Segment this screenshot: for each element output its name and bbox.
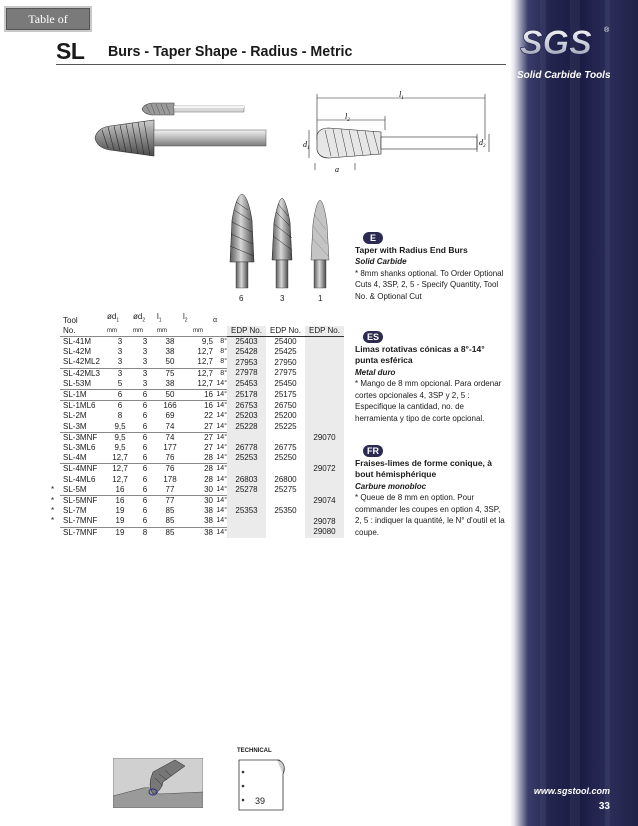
cell-tool [60,422,107,433]
cell-l2: 16 [183,390,213,401]
col-edp-2: EDP No. [266,326,305,337]
technical-label: TECHNICAL [237,748,272,754]
cell-e1: 25178 [227,390,266,401]
cell-a: 8° [220,348,227,356]
cell-a: 14° [216,412,227,420]
col-tool: Tool [63,315,78,325]
tool-number: SL-42ML2 [63,357,100,367]
cell-tool [60,453,107,464]
tool-number: SL-3MNF [63,432,98,442]
cell-d1: 12,7 [112,453,128,463]
table-row [60,422,344,433]
cell-tool [60,464,107,475]
col-d1: $ød_1$ [107,312,120,324]
cell-e3 [305,411,344,421]
cell-tool [60,411,107,421]
col-edp-1: EDP No. [227,326,266,337]
cell-e3 [305,453,344,464]
cell-l2: 12,7 [197,347,213,357]
cell-a: 8° [213,337,227,348]
cell-e3 [305,368,344,379]
tool-number: SL-7MNF [63,516,98,526]
table-row [60,411,344,421]
brand-band [510,0,638,826]
cell-tool [51,496,107,507]
table-row [60,357,344,368]
tool-number: SL-3ML6 [63,443,96,453]
cell-e3: 29070 [305,432,344,443]
cell-l1: 50 [157,390,183,401]
cell-d1: 6 [107,401,133,412]
cell-e3 [305,401,344,412]
cell-e1 [227,464,266,475]
cell-d2: 6 [133,401,157,412]
cell-e3: 29078 [305,516,344,527]
cell-e1: 25253 [227,453,266,464]
cell-d2: 3 [142,347,148,357]
cell-a: 14° [213,390,227,401]
tool-number: SL-4M [63,453,87,463]
cell-d2: 3 [133,337,157,348]
cell-d2: 3 [142,378,148,388]
cell-tool [60,357,107,368]
tool-number: SL-7M [63,506,87,516]
col-d2: $ød_2$ [133,312,146,324]
cell-tool [60,337,107,348]
en-note: * 8mm shanks optional. To Order Optional Cuts 4, 3SP, 2, 5 - Specify Quantity, Tool No. & Optional Cut [355,268,504,301]
cell-e2: 25400 [274,337,297,346]
cell-e2: 25200 [274,411,297,421]
cell-l2: 28 [183,464,213,475]
lang-block-en [355,232,505,302]
cell-a: 14° [213,464,227,475]
dimension-diagram [295,90,505,180]
es-heading: Limas rotativas cónicas a 8°-14° punta esférica [355,343,485,365]
cell-l1: 76 [157,464,183,475]
unit-l1: mm [157,327,167,334]
col-no: No. [63,325,76,335]
fr-material: Carbure monobloc [355,481,427,491]
cell-tool [51,484,107,496]
cell-d2: 6 [133,390,157,401]
series-code: SL [56,38,85,64]
cell-tool [60,443,107,453]
cell-l1: 69 [165,411,175,421]
cell-e3 [305,390,344,401]
unit-d1: mm [107,327,117,334]
cell-tool [60,379,107,390]
cell-e2: 25275 [274,485,297,495]
table-row [60,464,344,475]
tool-number: SL-42M [63,347,92,357]
cell-d2: 3 [133,368,157,379]
cell-l2: 12,7 [183,368,213,379]
cell-d1: 3 [107,368,133,379]
cell-a: 14° [216,422,227,430]
cell-a: 14° [216,444,227,452]
tool-number: SL-4MNF [63,464,98,474]
cell-e3 [305,443,344,453]
cell-l1: 74 [157,432,183,443]
cell-a: 14° [213,496,227,507]
brand-tagline: Solid Carbide Tools [517,70,611,81]
table-row [60,401,344,412]
cell-e2 [266,527,305,538]
cell-d2: 3 [142,357,148,367]
table-row [60,347,344,357]
cell-l1: 77 [157,496,183,507]
cell-tool [51,516,107,527]
cell-l1: 38 [165,378,175,388]
cell-e3: 29072 [305,464,344,475]
table-row [60,506,344,516]
bur-3 [272,198,292,288]
page-title: Burs - Taper Shape - Radius - Metric [108,43,353,60]
cell-l2: 38 [183,527,213,538]
cell-l2: 22 [204,411,213,421]
cell-e3 [305,337,344,348]
technical-page-number: 39 [255,796,266,806]
cell-a: 14° [216,507,227,515]
bur-1 [311,200,329,288]
cell-d1: 5 [117,378,123,388]
cell-e3 [305,422,344,433]
cell-a: 14° [213,401,227,412]
cell-d2: 6 [142,506,148,516]
cell-tool [60,432,107,443]
cell-l2: 12,7 [197,378,213,388]
cell-l2: 9,5 [183,337,213,348]
cell-d1: 9,5 [114,443,126,453]
registered-mark: ® [604,27,610,34]
cell-l1: 74 [165,421,175,431]
spec-table-body [51,337,344,538]
cell-l2: 38 [204,506,213,516]
cell-d1: 16 [107,496,133,507]
cell-l2: 30 [183,496,213,507]
cell-tool [60,401,107,412]
page-number: 33 [598,801,610,812]
cell-e2: 26800 [274,474,297,484]
cell-e2: 25250 [274,453,297,463]
cell-e3 [305,347,344,357]
cell-e1 [227,516,266,527]
cell-d1: 16 [115,484,125,494]
d2-label: $d_2$ [479,138,486,149]
cell-e1: 26778 [227,443,266,453]
cell-l1: 178 [163,474,177,484]
table-header-row-1 [60,312,344,326]
cell-e2: 27975 [274,368,297,378]
cell-l1: 38 [157,337,183,348]
cell-d1: 12,7 [107,464,133,475]
cell-tool [60,347,107,357]
sgs-logo [516,20,616,64]
table-row [60,496,344,507]
cell-d1: 6 [107,390,133,401]
table-row [60,390,344,401]
photo-label-6: 6 [239,294,244,303]
col-l2: $l_2$ [183,312,188,324]
cell-a: 14° [216,475,227,483]
cell-a: 14° [216,485,227,493]
lang-badge-fr: FR [363,445,383,457]
lang-badge-es: ES [363,331,383,343]
cell-d1: 9,5 [107,432,133,443]
cell-e3: 29074 [305,496,344,507]
cell-l1: 50 [165,357,175,367]
cell-e2: 26750 [274,400,297,410]
table-row [60,368,344,379]
bur-6 [230,194,254,288]
table-row [60,337,344,348]
cell-e3 [305,506,344,516]
cell-d1: 19 [115,506,125,516]
cell-e2: 25350 [274,506,297,516]
cell-l2: 28 [204,453,213,463]
cell-e3 [305,475,344,485]
cell-tool [60,368,107,379]
cell-e1: 26753 [227,401,266,412]
cell-d1: 3 [117,347,123,357]
cell-tool [60,390,107,401]
cell-l1: 85 [165,516,175,526]
lang-block-es [355,331,505,424]
cell-d2: 6 [142,421,148,431]
cell-e2 [266,496,305,507]
cell-e1: 27953 [227,357,266,368]
optional-shank-marker: * [51,506,55,516]
cell-d2: 6 [142,474,148,484]
cell-e1: 25353 [227,506,266,516]
band-stripe [540,0,546,826]
cell-a: 8° [220,358,227,366]
optional-shank-marker: * [51,484,55,494]
band-stripe [570,0,580,826]
table-row [60,485,344,496]
table-header-row-2 [60,326,344,337]
large-bur-image [92,112,272,164]
cell-e2: 26775 [274,443,297,453]
cutting-illustration [113,758,203,808]
cell-d2: 6 [142,453,148,463]
cell-e1 [227,496,266,507]
cell-l1: 85 [157,527,183,538]
tool-number: SL-2M [63,411,87,421]
tool-number: SL-42ML3 [63,368,100,378]
cell-l2: 27 [204,421,213,431]
unit-d2: mm [133,327,143,334]
table-row [60,475,344,485]
cell-e2 [266,432,305,443]
cell-d2: 8 [133,527,157,538]
cell-e1: 25403 [227,337,266,348]
band-stripe [605,0,610,826]
cell-e3 [305,357,344,368]
cell-a: 14° [216,379,227,387]
lang-badge-en: E [363,232,383,244]
fr-note: * Queue de 8 mm en option. Pour commander les coupes en option 4, 3SP, 2, 5 : indiquer la quantité, le N° d'outil et la coupe. [355,493,505,537]
optional-shank-marker: * [51,496,55,506]
fr-heading: Fraises-limes de forme conique, à bout hémisphérique [355,457,492,479]
d1-label: $d_1$ [303,140,310,151]
l2-label: $l_2$ [345,112,350,123]
tool-number: SL-5M [63,484,87,494]
photo-label-3: 3 [280,294,285,303]
table-row [60,379,344,390]
product-photo [220,190,340,300]
cell-d2: 6 [142,411,148,421]
cell-e1 [227,527,266,538]
cell-e3: 29080 [305,527,344,538]
photo-label-1: 1 [318,294,323,303]
cell-d2: 6 [133,496,157,507]
cell-e1: 25228 [227,422,266,433]
tool-number: SL-5MNF [63,496,98,506]
cell-d2: 6 [133,464,157,475]
tool-number: SL-3M [63,421,87,431]
cell-l2: 16 [183,401,213,412]
tool-number: SL-53M [63,378,92,388]
cell-d1: 12,7 [112,474,128,484]
cell-e1: 25203 [227,411,266,421]
cell-l1: 77 [165,484,175,494]
col-edp-3: EDP No. [305,326,344,337]
cell-d2: 6 [142,443,148,453]
cell-a: 14° [216,454,227,462]
table-row [60,453,344,464]
en-heading: Taper with Radius End Burs [355,244,468,255]
en-material: Solid Carbide [355,257,407,266]
cell-d1: 3 [117,357,123,367]
cell-d1: 19 [107,527,133,538]
cell-l1: 76 [165,453,175,463]
cell-l2: 38 [204,516,213,526]
cell-l2: 28 [204,474,213,484]
cell-d1: 19 [115,516,125,526]
cell-l1: 177 [163,443,177,453]
unit-l2: mm [193,327,203,334]
cell-l1: 166 [157,401,183,412]
table-row [60,432,344,443]
cell-tool [60,475,107,485]
table-row [60,443,344,453]
cell-l2: 27 [183,432,213,443]
col-alpha: α [213,316,218,324]
cell-d2: 6 [133,432,157,443]
cell-d1: 3 [107,337,133,348]
cell-d2: 6 [142,484,148,494]
cell-e2 [266,516,305,527]
cell-a: 8° [213,368,227,379]
tool-number: SL-7MNF [63,527,98,537]
cell-e2: 25175 [274,390,297,400]
cell-l1: 85 [165,506,175,516]
cell-d2: 6 [142,516,148,526]
tool-number: SL-1M [63,390,87,400]
tool-number: SL-1ML6 [63,401,96,411]
table-row [60,516,344,527]
cell-l1: 75 [157,368,183,379]
spec-table [51,312,344,538]
technical-reference-icon[interactable] [237,752,297,812]
cell-l2: 12,7 [197,357,213,367]
cell-a: 14° [213,527,227,538]
cell-e1: 25428 [227,347,266,357]
tool-number: SL-41M [63,337,92,346]
cell-e1: 27978 [227,368,266,379]
cell-a: 14° [216,517,227,525]
cell-e1: 25278 [227,485,266,496]
a-label: a [335,165,339,174]
cell-l2: 30 [204,484,213,494]
es-note: * Mango de 8 mm opcional. Para ordenar cortes opcionales 4, 3SP y 2, 5 : Especifique la cantidad, no. de herramienta y tipo de corte opcional. [355,379,502,423]
cell-e2: 25425 [274,347,297,357]
cell-d1: 9,5 [114,421,126,431]
cell-e2: 25225 [274,421,297,431]
cell-d1: 8 [117,411,123,421]
cell-l2: 27 [204,443,213,453]
cell-e1 [227,432,266,443]
header-rule [56,64,506,65]
tool-number: SL-4ML6 [63,474,96,484]
l1-label: $l_1$ [399,90,404,101]
es-material: Metal duro [355,367,396,377]
cell-e2: 25450 [274,379,297,389]
cell-tool [60,527,107,538]
col-l1: $l_1$ [157,312,162,324]
cell-e1: 25453 [227,379,266,390]
cell-e1: 26803 [227,475,266,485]
cell-e3 [305,485,344,496]
table-of-contents-button[interactable]: Table of Contents [4,6,92,32]
cell-a: 14° [213,432,227,443]
website-url[interactable]: www.sgstool.com [533,786,610,796]
lang-block-fr [355,445,505,538]
table-row [60,527,344,538]
cell-e3 [305,379,344,390]
cell-e2 [266,464,305,475]
logo-text: SGS [520,24,592,62]
optional-shank-marker: * [51,516,55,526]
cell-tool [51,506,107,516]
cell-e2: 27950 [274,357,297,367]
cell-l1: 38 [165,347,175,357]
